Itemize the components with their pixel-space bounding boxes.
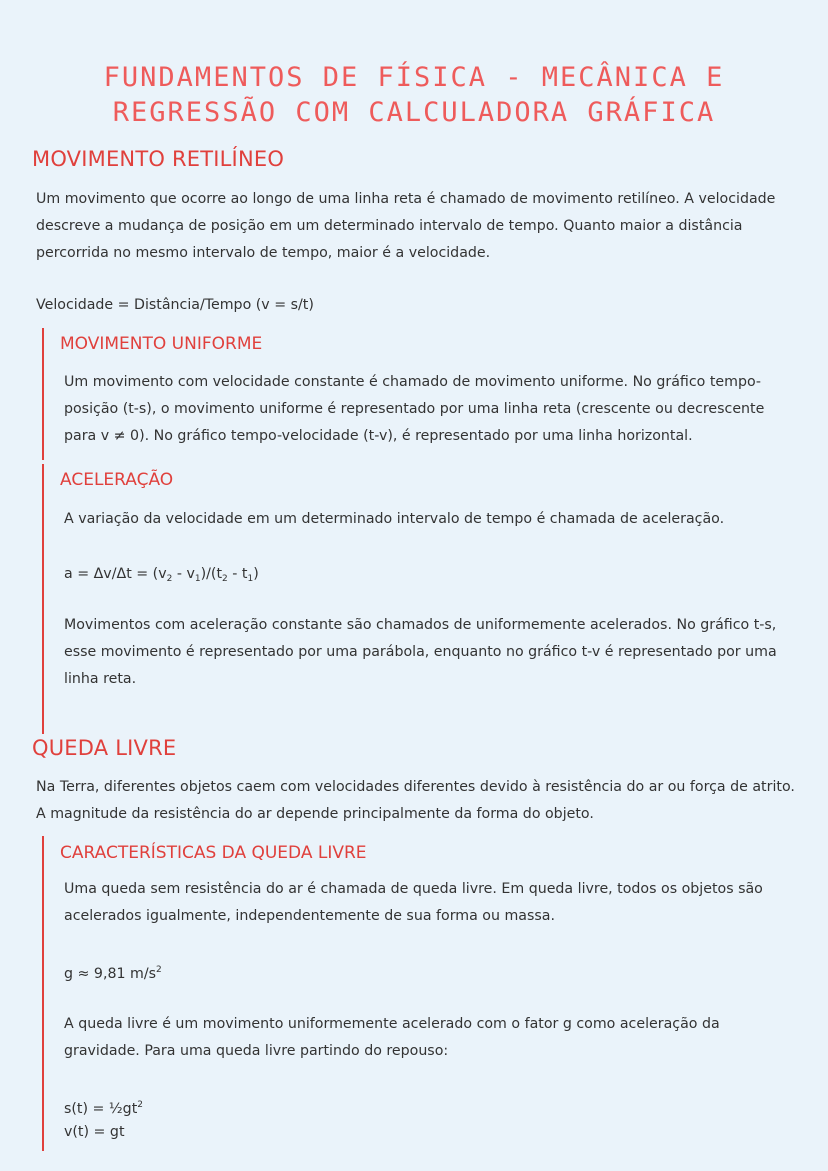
subsection-aceleracao <box>42 464 804 734</box>
paragraph-aceleracao-definicao: A variação da velocidade em um determinado intervalo de tempo é chamada de aceleração. <box>64 511 725 527</box>
velocity-formula: Velocidade = Distância/Tempo (v = s/t) <box>36 297 314 313</box>
section-heading-queda-livre: QUEDA LIVRE <box>32 736 177 760</box>
position-equation: $s(t) = \frac{1}{2}gt^2$ <box>64 1100 143 1117</box>
paragraph-aceleracao-uniforme: Movimentos com aceleração constante são chamados de uniformemente acelerados. No gráfico t-s, esse movimento é representado por uma parábola, enquanto no gráfico t-v é representado por uma linha reta. <box>64 617 777 687</box>
subsection-movimento-uniforme <box>42 328 804 460</box>
title-line-1: FUNDAMENTOS DE FÍSICA - MECÂNICA E <box>103 62 725 94</box>
subsection-heading-aceleracao: ACELERAÇÃO <box>60 470 174 490</box>
subsection-heading-movimento-uniforme: MOVIMENTO UNIFORME <box>60 334 263 354</box>
section-heading-movimento-retilineo: MOVIMENTO RETILÍNEO <box>32 147 285 171</box>
document-title <box>0 60 828 130</box>
title-line-2: REGRESSÃO COM CALCULADORA GRÁFICA <box>112 97 716 129</box>
subsection-caracteristicas <box>42 836 804 1151</box>
paragraph-caracteristicas: Uma queda sem resistência do ar é chamada de queda livre. Em queda livre, todos os objetos são acelerados igualmente, independentemente de sua forma ou massa. <box>64 881 763 924</box>
paragraph-movimento-uniforme: Um movimento com velocidade constante é chamado de movimento uniforme. No gráfico tempo-posição (t-s), o movimento uniforme é representado por uma linha reta (crescente ou decrescente para v ≠ 0). No gráfico tempo-velocidade (t-v), é representado por uma linha horizontal. <box>64 374 765 444</box>
subsection-heading-caracteristicas: CARACTERÍSTICAS DA QUEDA LIVRE <box>60 843 367 863</box>
paragraph-queda-livre-acelerado: A queda livre é um movimento uniformemente acelerado com o fator g como aceleração da gravidade. Para uma queda livre partindo do repouso: <box>64 1016 720 1059</box>
gravity-value: g ≈ 9,81 $m/s^2$ <box>64 965 162 982</box>
paragraph-queda-livre: Na Terra, diferentes objetos caem com velocidades diferentes devido à resistência do ar ou força de atrito. A magnitude da resistência do ar depende principalmente da forma do objeto. <box>36 779 795 822</box>
paragraph-movimento-retilineo: Um movimento que ocorre ao longo de uma linha reta é chamado de movimento retilíneo. A velocidade descreve a mudança de posição em um determinado intervalo de tempo. Quanto maior a distância percorrida no mesmo intervalo de tempo, maior é a velocidade. <box>36 191 776 261</box>
velocity-equation: v(t) = gt <box>64 1124 125 1140</box>
acceleration-formula: $a = \Delta v/\Delta t = (v_2 - v_1)/(t_2 - t_1)$ <box>64 566 259 584</box>
